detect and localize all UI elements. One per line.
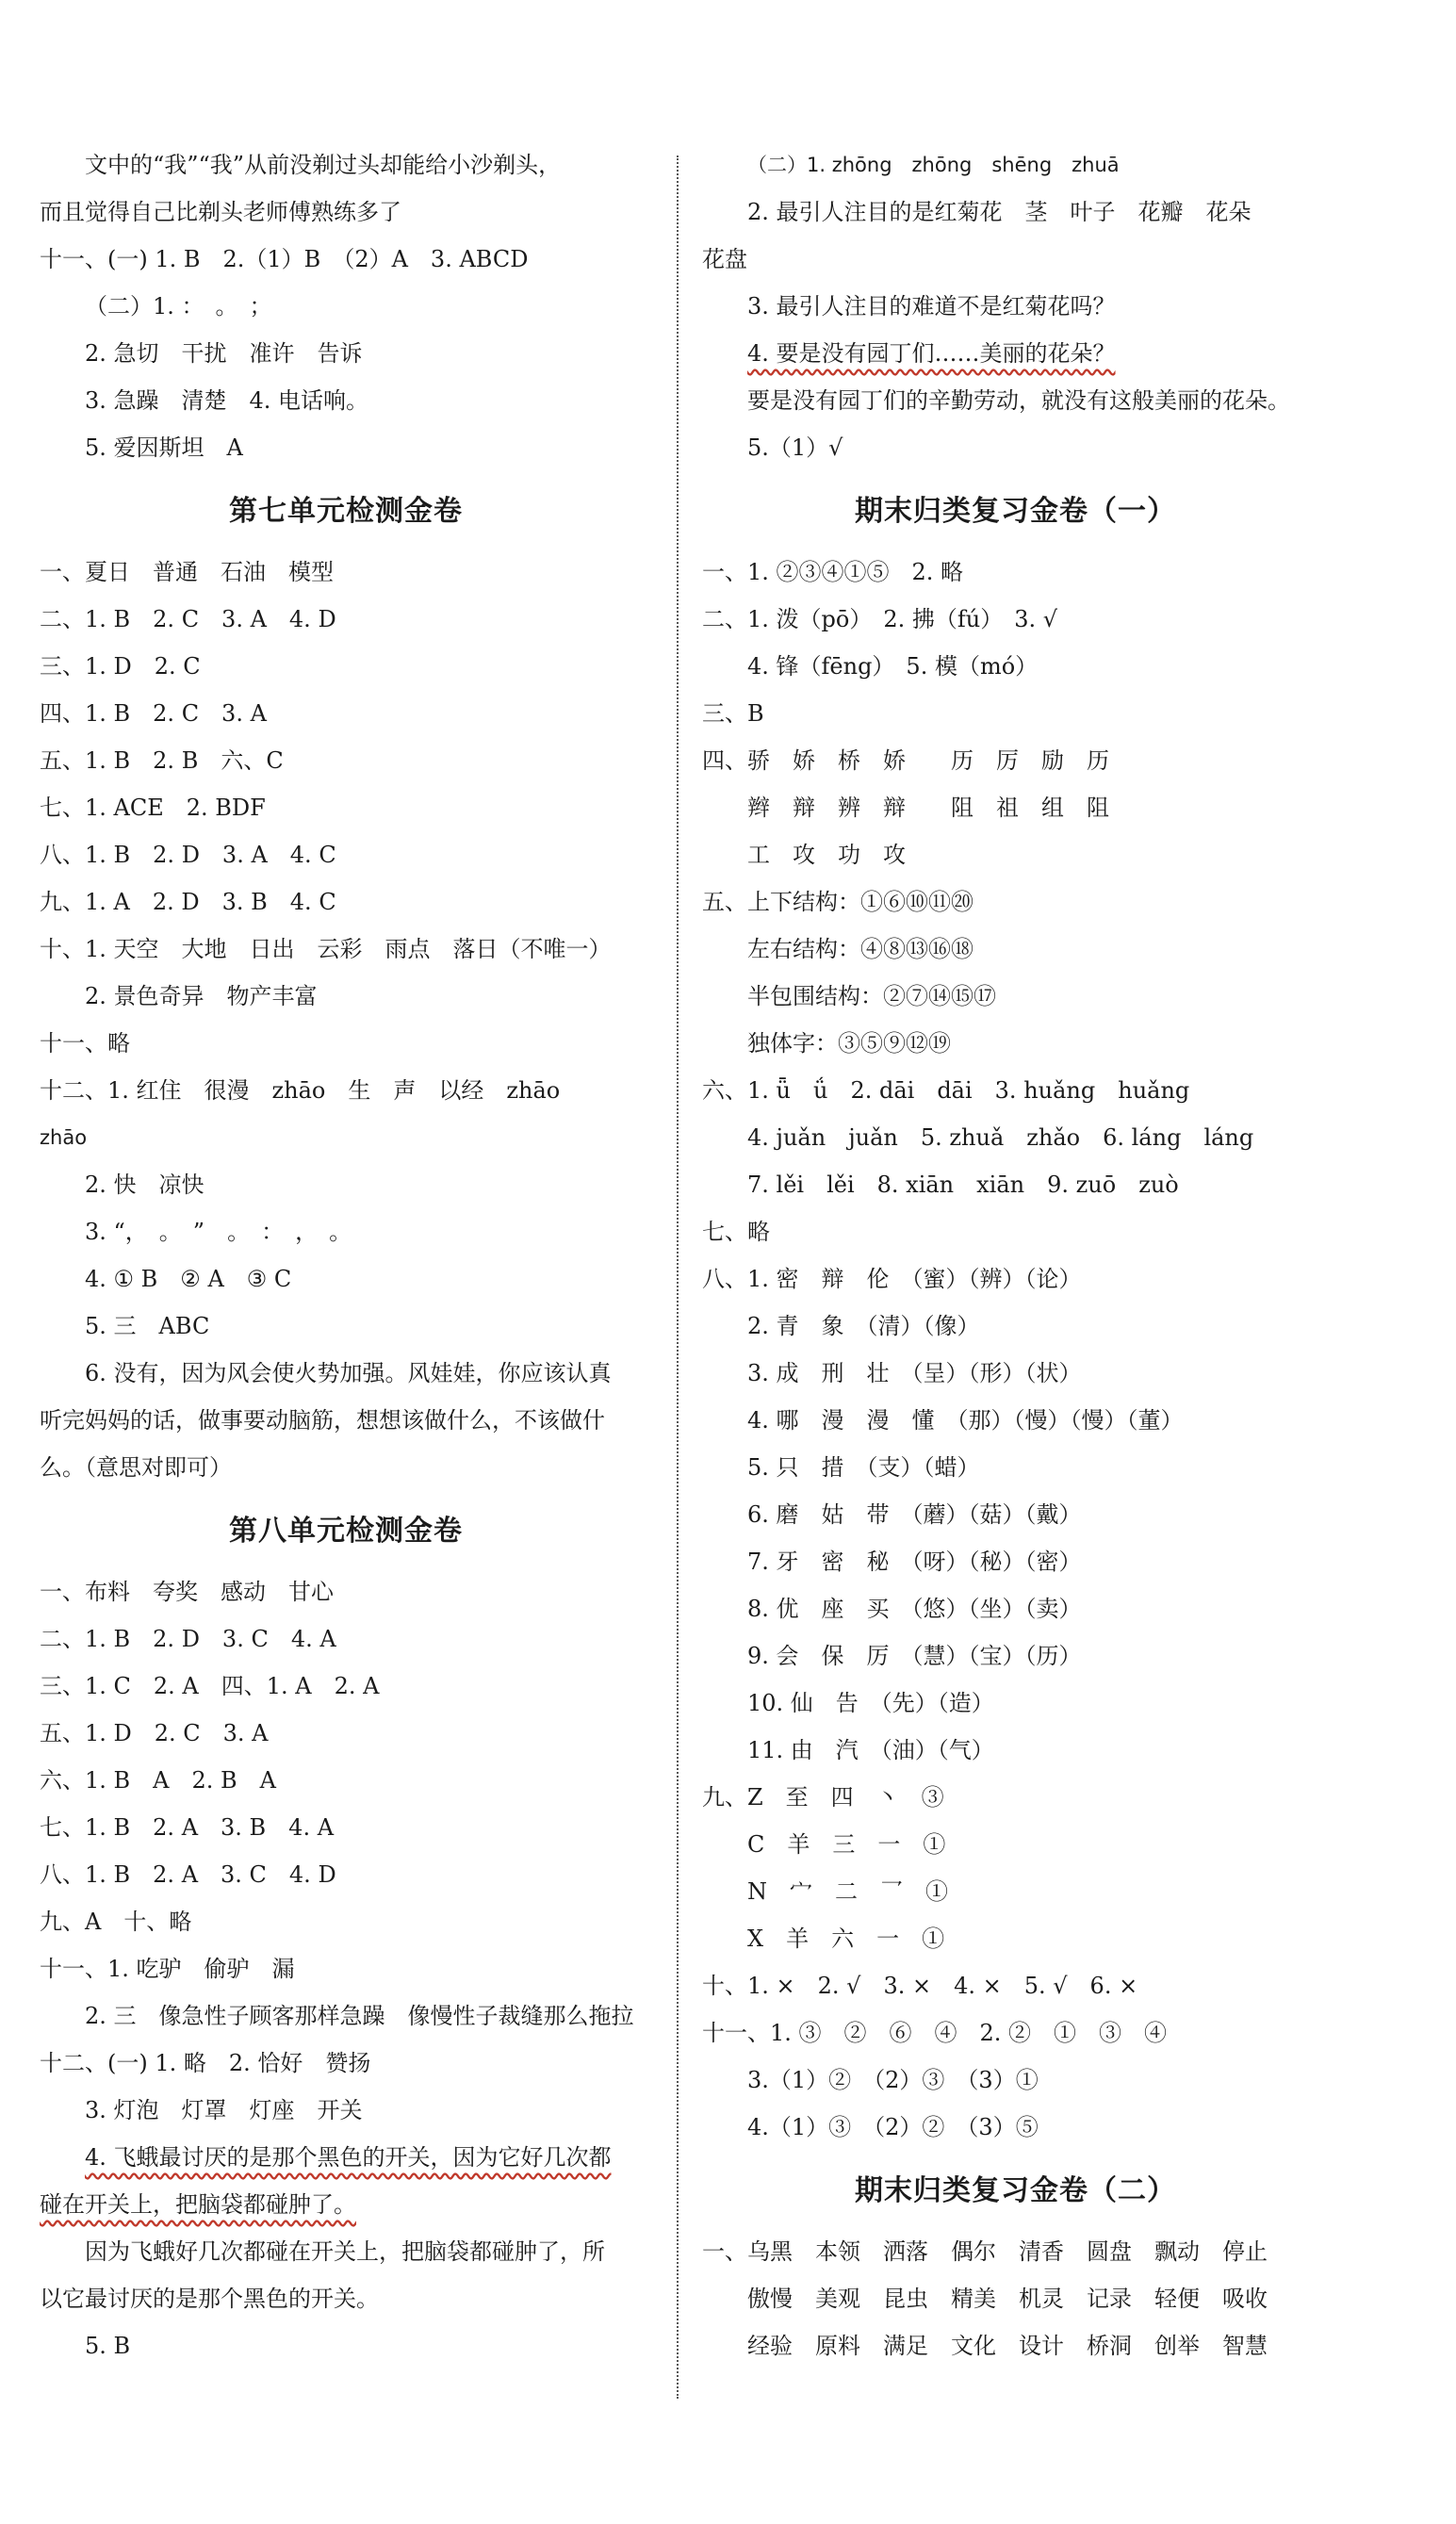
answer-line: 10. 仙 告 （先）（造） <box>747 1690 994 1716</box>
answer-line: 8. 优 座 买 （悠）（坐）（卖） <box>747 1596 1082 1622</box>
answer-line <box>702 330 1329 377</box>
answer-line: 傲慢 美观 昆虫 精美 机灵 记录 轻便 吸收 <box>747 2286 1268 2312</box>
answer-line: 七、1. B 2. A 3. B 4. A <box>40 1814 335 1841</box>
answer-line: 八、1. 密 辩 伦 （蜜）（辨）（论） <box>702 1266 1082 1292</box>
answer-line: zhāo <box>40 1126 88 1149</box>
answer-line: C 羊 三 一 ① <box>747 1831 946 1858</box>
answer-line: 十一、(一) 1. B 2.（1）B （2）A 3. ABCD <box>40 246 529 272</box>
answer-line: 因为飞蛾好几次都碰在开关上，把脑袋都碰肿了，所 <box>85 2238 605 2265</box>
wavy-underlined-sentence: 4. 飞蛾最讨厌的是那个黑色的开关，因为它好几次都 <box>85 2144 612 2171</box>
answer-line: 七、1. ACE 2. BDF <box>40 795 266 821</box>
answer-line: 5. B <box>85 2333 131 2359</box>
answer-line: 十二、(一) 1. 略 2. 恰好 赞扬 <box>40 2050 371 2076</box>
answer-line: 4. ① B ② A ③ C <box>85 1266 292 1292</box>
answer-line: 六、1. ǖ ǘ 2. dāi dāi 3. huǎng huǎng <box>702 1077 1190 1104</box>
left-column <box>40 141 652 2369</box>
answer-line: 么。（意思对即可） <box>40 1454 232 1481</box>
answer-line: 七、略 <box>702 1219 770 1245</box>
answer-line: 三、B <box>702 700 764 727</box>
answer-line: 五、1. D 2. C 3. A <box>40 1720 269 1746</box>
answer-line: 4.（1）③ （2）② （3）⑤ <box>747 2114 1039 2140</box>
answer-line: 一、1. ②③④①⑤ 2. 略 <box>702 559 964 585</box>
answer-line: 八、1. B 2. A 3. C 4. D <box>40 1861 336 1888</box>
answer-line: N 宀 二 乛 ① <box>747 1878 948 1905</box>
section-title-review-2: 期末归类复习金卷（二） <box>855 2174 1176 2207</box>
answer-line: 八、1. B 2. D 3. A 4. C <box>40 842 336 868</box>
answer-line: 四、1. B 2. C 3. A <box>40 700 267 727</box>
answer-line: 一、夏日 普通 石油 模型 <box>40 559 334 585</box>
answer-line: 辫 辩 辨 辩 阻 祖 组 阻 <box>747 795 1109 821</box>
answer-line: 三、1. C 2. A 四、1. A 2. A <box>40 1673 380 1699</box>
answer-line: 独体字：③⑤⑨⑫⑲ <box>747 1030 951 1057</box>
answer-line: 一、乌黑 本领 洒落 偶尔 清香 圆盘 飘动 停止 <box>702 2238 1268 2265</box>
right-column <box>702 141 1329 2369</box>
answer-line: 半包围结构：②⑦⑭⑮⑰ <box>747 983 996 1009</box>
section-title-review-1: 期末归类复习金卷（一） <box>855 495 1176 528</box>
answer-line: 2. 景色奇异 物产丰富 <box>85 983 318 1009</box>
wavy-underlined-sentence: 碰在开关上，把脑袋都碰肿了。 <box>40 2191 356 2218</box>
answer-line: 3. “， 。 ” 。 ： ， 。 <box>85 1219 352 1245</box>
answer-line: 花盘 <box>702 246 747 272</box>
answer-line: 十一、1. 吃驴 偷驴 漏 <box>40 1956 295 1982</box>
answer-line: 二、1. B 2. D 3. C 4. A <box>40 1626 336 1652</box>
answer-line: 九、1. A 2. D 3. B 4. C <box>40 889 336 915</box>
answer-line: 3. 最引人注目的难道不是红菊花吗？ <box>747 293 1116 320</box>
answer-line: 五、1. B 2. B 六、C <box>40 747 284 774</box>
answer-line: 九、Z 至 四 丶 ③ <box>702 1784 944 1811</box>
answer-line: 十、1. 天空 大地 日出 云彩 雨点 落日（不唯一） <box>40 936 612 962</box>
answer-line: 4. 哪 漫 漫 懂 （那）（慢）（慢）（董） <box>747 1407 1184 1434</box>
answer-line: 2. 青 象 （清）（像） <box>747 1313 980 1339</box>
answer-line: 而且觉得自己比剃头老师傅熟练多了 <box>40 199 401 225</box>
answer-line: 3. 急躁 清楚 4. 电话响。 <box>85 387 369 414</box>
answer-line: 11. 由 汽 （油）（气） <box>747 1737 994 1763</box>
answer-line: 7. 牙 密 秘 （呀）（秘）（密） <box>747 1549 1082 1575</box>
answer-line: 三、1. D 2. C <box>40 653 201 680</box>
answer-line: 十一、略 <box>40 1030 130 1057</box>
answer-line: 十、1. × 2. √ 3. × 4. × 5. √ 6. × <box>702 1973 1138 1999</box>
answer-line: 3. 灯泡 灯罩 灯座 开关 <box>85 2097 363 2123</box>
answer-line: X 羊 六 一 ① <box>747 1926 945 1952</box>
answer-line: 以它最讨厌的是那个黑色的开关。 <box>40 2286 379 2312</box>
answer-line: 五、上下结构：①⑥⑩⑪⑳ <box>702 889 973 915</box>
answer-line: 一、布料 夸奖 感动 甘心 <box>40 1579 334 1605</box>
answer-line: 听完妈妈的话，做事要动脑筋，想想该做什么，不该做什 <box>40 1407 605 1434</box>
answer-line: 6. 没有，因为风会使火势加强。风娃娃，你应该认真 <box>85 1360 612 1386</box>
answer-line: 3. 成 刑 壮 （呈）（形）（状） <box>747 1360 1082 1386</box>
column-divider <box>677 156 679 2399</box>
answer-line: 十一、1. ③ ② ⑥ ④ 2. ② ① ③ ④ <box>702 2020 1168 2046</box>
answer-line: 文中的“我”“我”从前没剃过头却能给小沙剃头， <box>85 152 562 178</box>
answer-line <box>40 2134 652 2181</box>
answer-line: 2. 急切 干扰 准许 告诉 <box>85 340 363 367</box>
answer-line: 二、1. B 2. C 3. A 4. D <box>40 606 336 632</box>
answer-line: 7. lěi lěi 8. xiān xiān 9. zuō zuò <box>747 1172 1179 1198</box>
answer-line: 十二、1. 红住 很漫 zhāo 生 声 以经 zhāo <box>40 1077 561 1104</box>
wavy-underlined-sentence: 4. 要是没有园丁们……美丽的花朵？ <box>747 340 1116 367</box>
answer-line: （二）1. zhōng zhōng shēng zhuā <box>747 154 1120 176</box>
answer-line: 2. 三 像急性子顾客那样急躁 像慢性子裁缝那么拖拉 <box>85 2003 634 2029</box>
answer-line: 九、A 十、略 <box>40 1909 192 1935</box>
answer-line: （二）1. ： 。 ； <box>85 293 272 320</box>
answer-line: 5.（1）√ <box>747 434 843 461</box>
answer-line: 4. 锋（fēng） 5. 模（mó） <box>747 653 1039 680</box>
section-title-unit8: 第八单元检测金卷 <box>229 1515 463 1548</box>
answer-line <box>40 2181 652 2228</box>
answer-line: 6. 磨 姑 带 （蘑）（菇）（戴） <box>747 1501 1082 1528</box>
answer-line: 3.（1）② （2）③ （3）① <box>747 2067 1039 2093</box>
answer-line: 4. juǎn juǎn 5. zhuǎ zhǎo 6. láng láng <box>747 1124 1254 1151</box>
answer-line: 工 攻 功 攻 <box>747 842 906 868</box>
answer-line: 经验 原料 满足 文化 设计 桥洞 创举 智慧 <box>747 2333 1268 2359</box>
answer-line: 要是没有园丁们的辛勤劳动，就没有这般美丽的花朵。 <box>747 387 1290 414</box>
answer-line: 左右结构：④⑧⑬⑯⑱ <box>747 936 973 962</box>
answer-line: 5. 爱因斯坦 A <box>85 434 243 461</box>
answer-line: 5. 三 ABC <box>85 1313 210 1339</box>
section-title-unit7: 第七单元检测金卷 <box>229 495 463 528</box>
answer-line: 四、骄 娇 桥 娇 历 厉 励 历 <box>702 747 1109 774</box>
answer-line: 5. 只 措 （支）（蜡） <box>747 1454 980 1481</box>
answer-line: 2. 最引人注目的是红菊花 茎 叶子 花瓣 花朵 <box>747 199 1252 225</box>
answer-line: 六、1. B A 2. B A <box>40 1767 276 1794</box>
answer-line: 二、1. 泼（pō） 2. 拂（fú） 3. √ <box>702 606 1058 632</box>
answer-line: 9. 会 保 厉 （慧）（宝）（历） <box>747 1643 1082 1669</box>
answer-line: 2. 快 凉快 <box>85 1172 204 1198</box>
